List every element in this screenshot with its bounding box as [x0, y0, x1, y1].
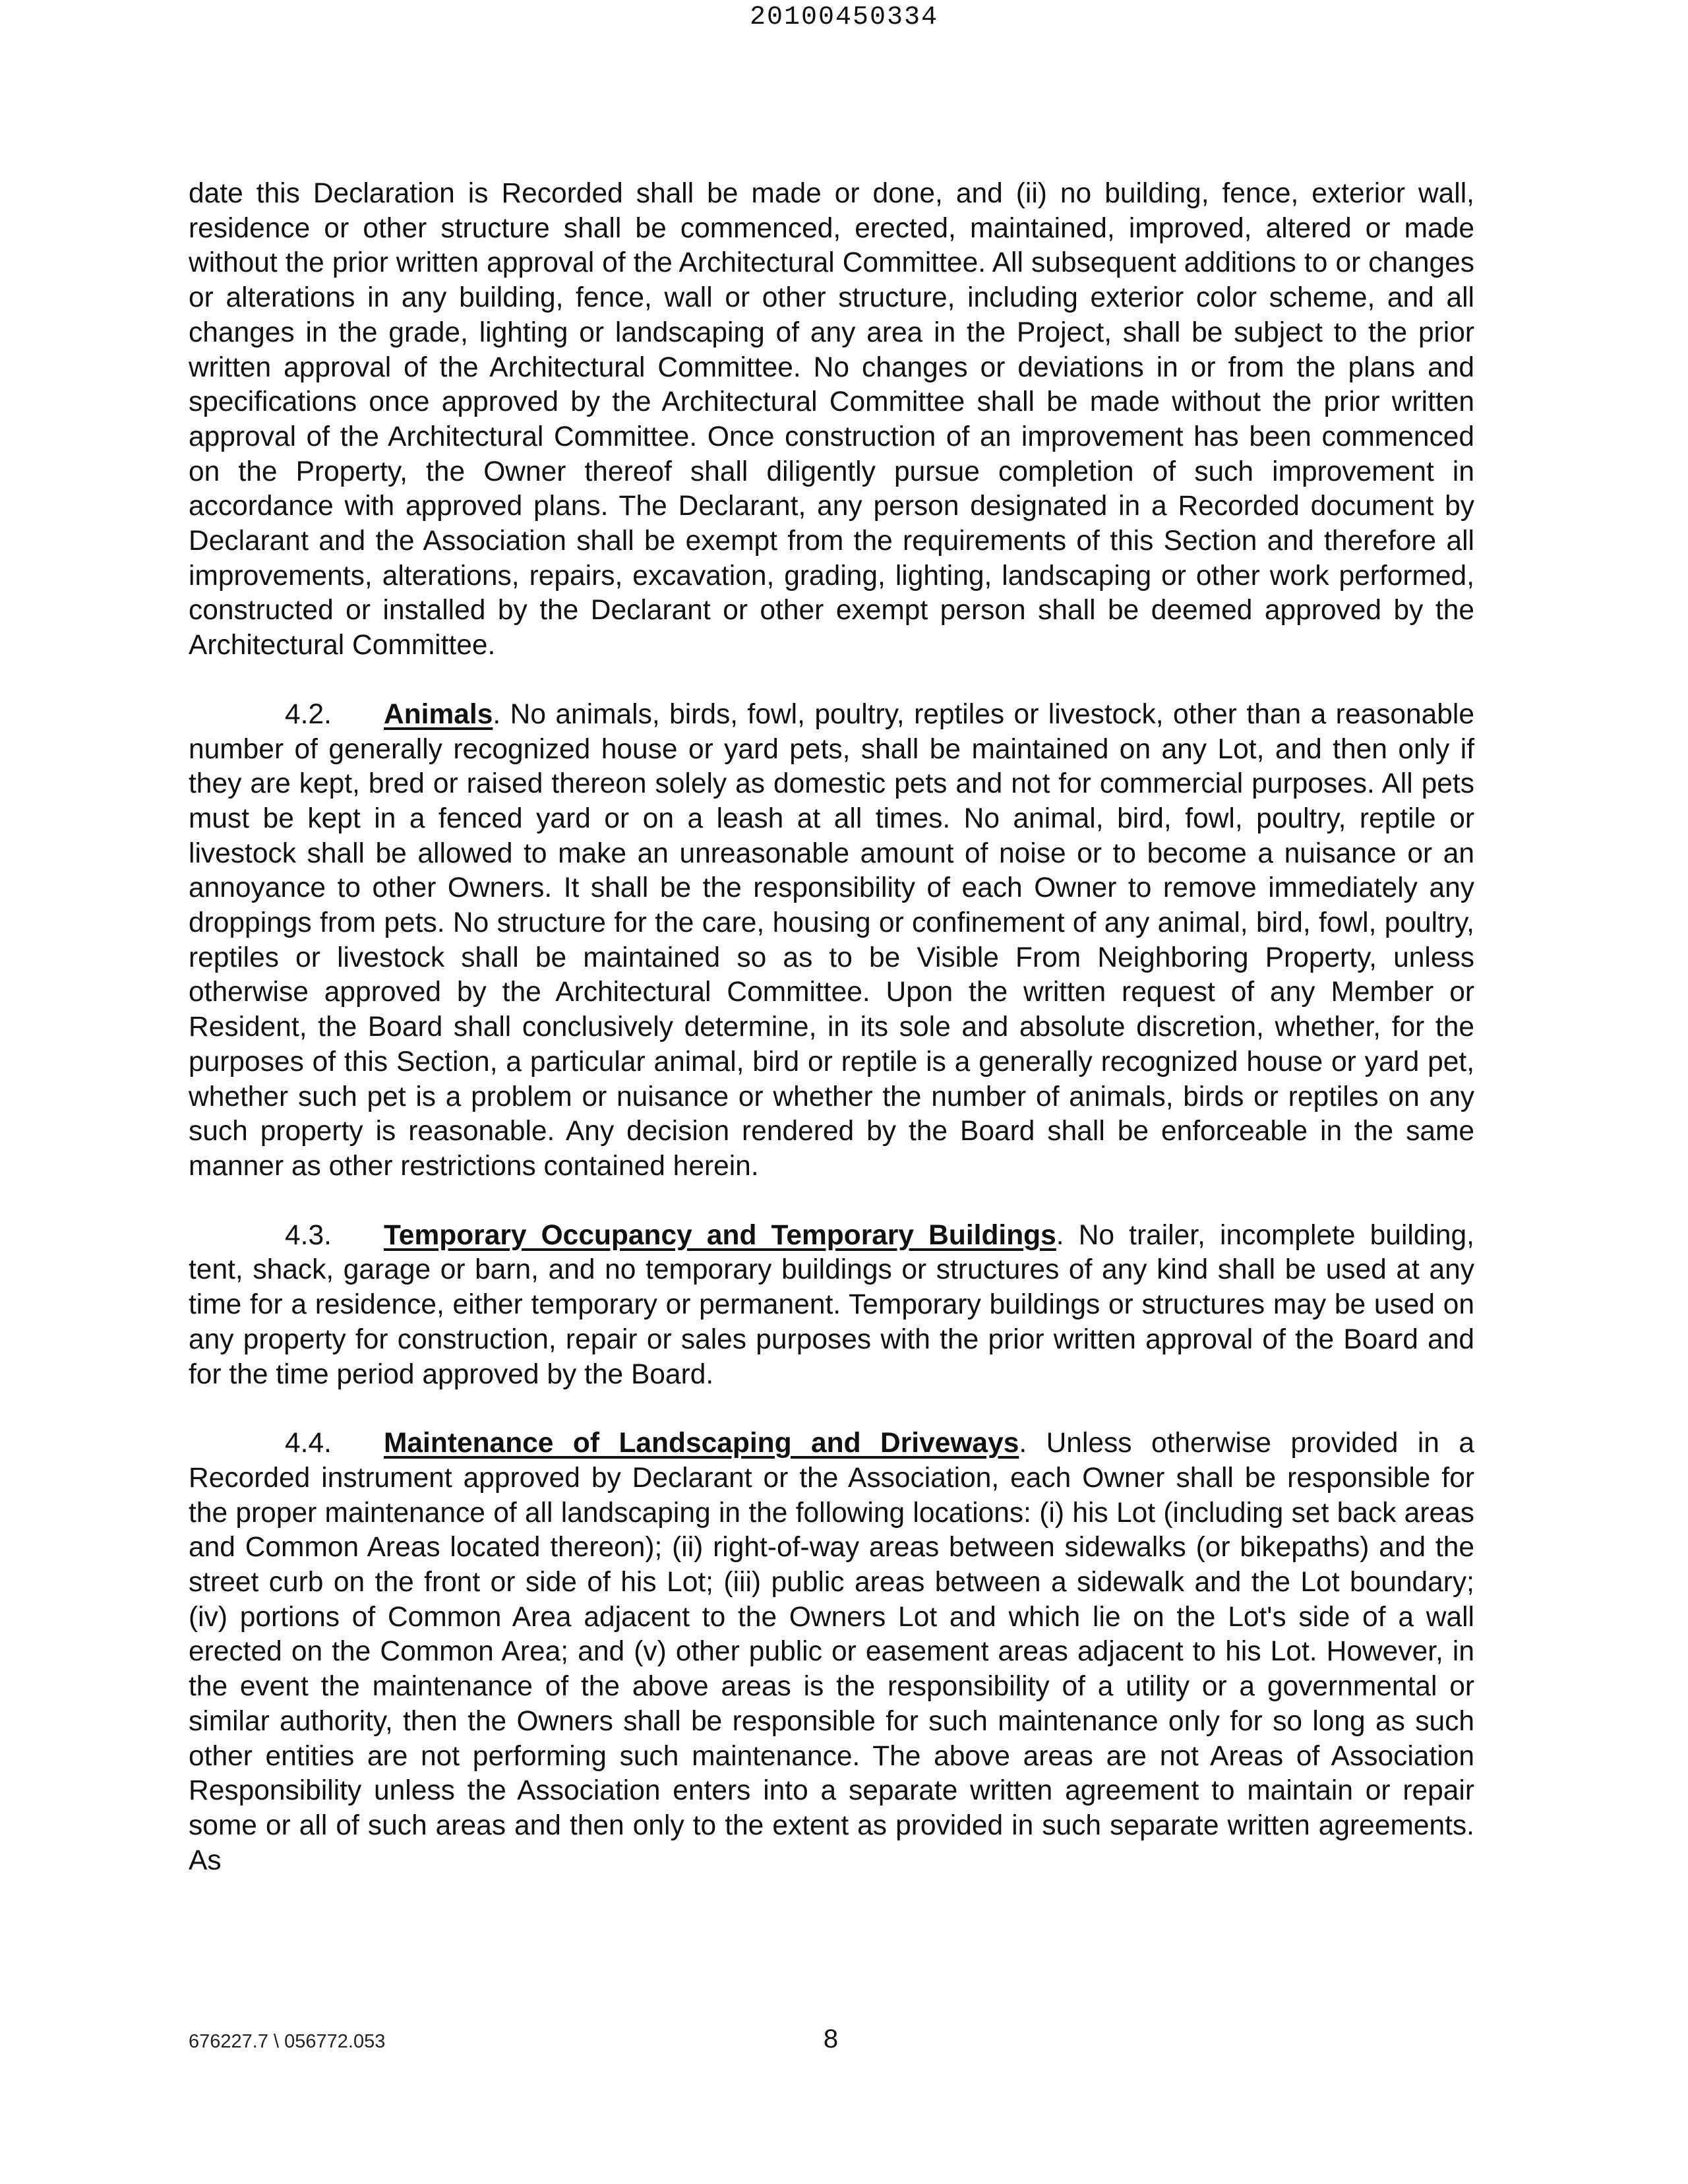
section-heading: Animals — [384, 698, 493, 730]
section-4-2 — [189, 698, 1474, 1184]
paragraph-continuation: date this Declaration is Recorded shall be made or done, and (ii) no building, fence, exterior wall, residence or other structure shall be commenced, erected, maintained, improved, altered or made without the prior written approval of the Architectural Committee. All subsequent additions to or changes or alterations in any building, fence, wall or other structure, including exterior color scheme, and all changes in the grade, lighting or landscaping of any area in the Project, shall be subject to the prior written approval of the Architectural Committee. No changes or deviations in or from the plans and specifications once approved by the Architectural Committee shall be made without the prior written approval of the Architectural Committee. Once construction of an improvement has been commenced on the Property, the Owner thereof shall diligently pursue completion of such improvement in accordance with approved plans. The Declarant, any person designated in a Recorded document by Declarant and the Association shall be exempt from the requirements of this Section and therefore all improvements, alterations, repairs, excavation, grading, lighting, landscaping or other work performed, constructed or installed by the Declarant or other exempt person shall be deemed approved by the Architectural Committee. — [189, 178, 1474, 661]
section-4-4 — [189, 1426, 1474, 1878]
section-text: . No animals, birds, fowl, poultry, reptiles or livestock, other than a reasonable number of generally recognized house or yard pets, shall be maintained on any Lot, and then only if they are kept, bred or raised thereon solely as domestic pets and not for commercial purposes. All pets must be kept in a fenced yard or on a leash at all times. No animal, bird, fowl, poultry, reptile or livestock shall be allowed to make an unreasonable amount of noise or to become a nuisance or an annoyance to other Owners. It shall be the responsibility of each Owner to remove immediately any droppings from pets. No structure for the care, housing or confinement of any animal, bird, fowl, poultry, reptiles or livestock shall be maintained so as to be Visible From Neighboring Property, unless otherwise approved by the Architectural Committee. Upon the written request of any Member or Resident, the Board shall conclusively determine, in its sole and absolute discretion, whether, for the purposes of this Section, a particular animal, bird or reptile is a generally recognized house or yard pet, whether such pet is a problem or nuisance or whether the number of animals, birds or reptiles on any such property is reasonable. Any decision rendered by the Board shall be enforceable in the same manner as other restrictions contained herein. — [189, 698, 1474, 1182]
section-number: 4.2. — [285, 698, 332, 730]
section-heading: Maintenance of Landscaping and Driveways — [384, 1428, 1019, 1459]
document-body — [189, 177, 1474, 1912]
document-reference: 676227.7 \ 056772.053 — [189, 2031, 386, 2052]
section-heading: Temporary Occupancy and Temporary Buildings — [384, 1219, 1056, 1251]
section-number: 4.4. — [285, 1428, 332, 1459]
document-number: 20100450334 — [749, 3, 939, 32]
page-number: 8 — [823, 2024, 839, 2053]
section-text: . No trailer, incomplete building, tent, shack, garage or barn, and no temporary buildings or structures of any kind shall be used at any time for a residence, either temporary or permanent. Temporary buildings or structures may be used on any property for construction, repair or sales purposes with the prior written approval of the Board and for the time period approved by the Board. — [189, 1219, 1474, 1390]
section-number: 4.3. — [285, 1219, 332, 1251]
section-4-3 — [189, 1219, 1474, 1393]
section-text: . Unless otherwise provided in a Recorded instrument approved by Declarant or the Association, each Owner shall be responsible for the proper maintenance of all landscaping in the following locations: (i) his Lot (including set back areas and Common Areas located thereon); (ii) right-of-way areas between sidewalks (or bikepaths) and the street curb on the front or side of his Lot; (iii) public areas between a sidewalk and the Lot boundary; (iv) portions of Common Area adjacent to the Owners Lot and which lie on the Lot's side of a wall erected on the Common Area; and (v) other public or easement areas adjacent to his Lot. However, in the event the maintenance of the above areas is the responsibility of a utility or a governmental or similar authority, then the Owners shall be responsible for such maintenance only for so long as such other entities are not performing such maintenance. The above areas are not Areas of Association Responsibility unless the Association enters into a separate written agreement to maintain or repair some or all of such areas and then only to the extent as provided in such separate written agreements. As — [189, 1428, 1474, 1876]
